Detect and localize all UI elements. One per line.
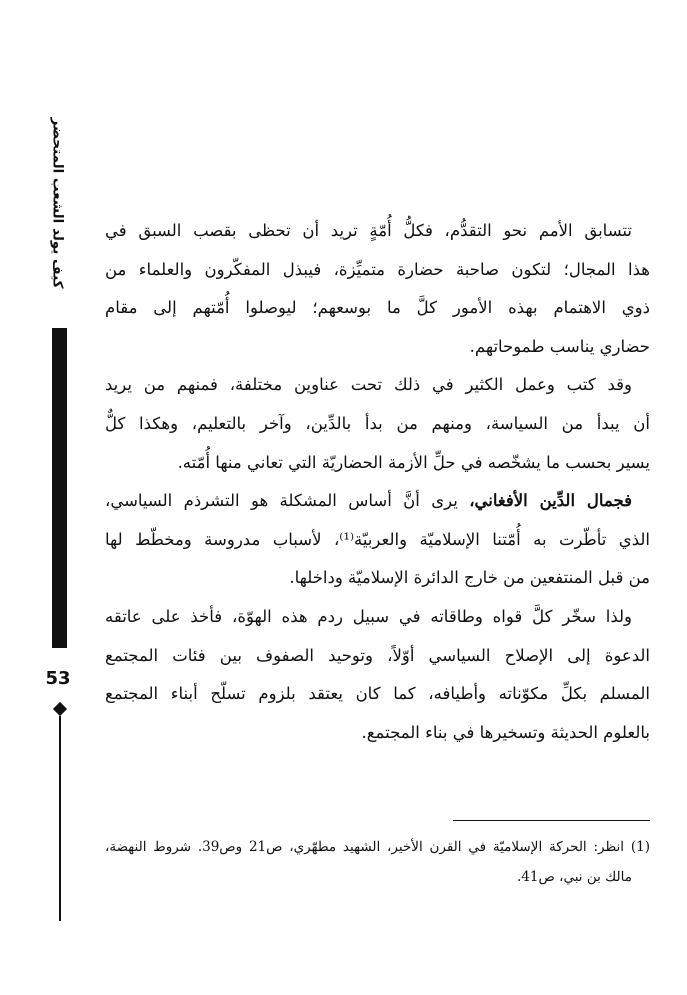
paragraph-2 [105,366,650,482]
footnote-separator [453,820,650,821]
text-line: حضاري يناسب طموحاتهم. [469,336,650,356]
text-line: الذي تأطّرت به أُمّتنا الإسلاميّة والعربيّة⁽¹⁾، لأسباب مدروسة ومخطّط لها [105,529,650,549]
text-line: وقد كتب وعمل الكثير في ذلك تحت عناوين مختلفة، فمنهم من يريد [105,375,632,395]
running-title [46,95,68,310]
text-line: بالعلوم الحديثة وتسخيرها في بناء المجتمع. [361,722,650,742]
text-line-rest: يرى أنَّ أساس المشكلة هو التشرذم السياسي، [105,491,470,511]
side-decoration-bar [52,328,67,648]
text-line: الدعوة إلى الإصلاح السياسي أوّلاً، وتوحيد الصفوف بين فئات المجتمع [105,645,650,665]
text-line: ولذا سخّر كلَّ قواه وطاقاته في سبيل ردم هذه الهوّة، فأخذ على عاتقه [105,606,632,626]
text-line: يسير بحسب ما يشخّصه في حلِّ الأزمة الحضاريّة التي تعاني منها أُمّته. [177,452,650,472]
running-title-text: كيف يولد الشعب المتحضر [49,117,66,288]
bold-name-afghani: فجمال الدِّين الأفغاني، [469,491,632,511]
text-line: تتسابق الأمم نحو التقدُّم، فكلُّ أُمّةٍ تريد أن تحظى بقصب السبق في [105,221,632,240]
text-line: المسلم بكلِّ مكوّناته وأطيافه، كما كان يعتقد بلزوم تسلّح أبناء المجتمع [105,684,650,704]
text-line: أن يبدأ من السياسة، ومنهم من بدأ بالدِّين، وآخر بالتعليم، وهكذا كلٌّ [105,413,650,433]
paragraph-1 [105,212,650,366]
side-divider-line [59,716,61,921]
paragraph-3 [105,482,650,598]
page-number: 53 [45,668,71,689]
body-text [105,212,650,752]
text-line: هذا المجال؛ لتكون صاحبة حضارة متميِّزة، فيبذل المفكّرون والعلماء من [105,259,650,279]
diamond-ornament-icon [53,702,67,716]
footnote-line: مالك بن نبي، ص41. [517,869,632,885]
text-line: من قبل المنتفعين من خارج الدائرة الإسلاميّة وداخلها. [289,568,650,588]
paragraph-4 [105,598,650,752]
footnote-line: (1) انظر: الحركة الإسلاميّة في القرن الأخير، الشهيد مطهّري، ص21 وص39. شروط النهضة، [105,839,650,855]
text-line: ذوي الاهتمام بهذه الأمور كلَّ ما بوسعهم؛ ليوصلوا أُمّتهم إلى مقام [105,298,650,318]
footnotes [105,832,650,892]
text-line [105,482,650,521]
